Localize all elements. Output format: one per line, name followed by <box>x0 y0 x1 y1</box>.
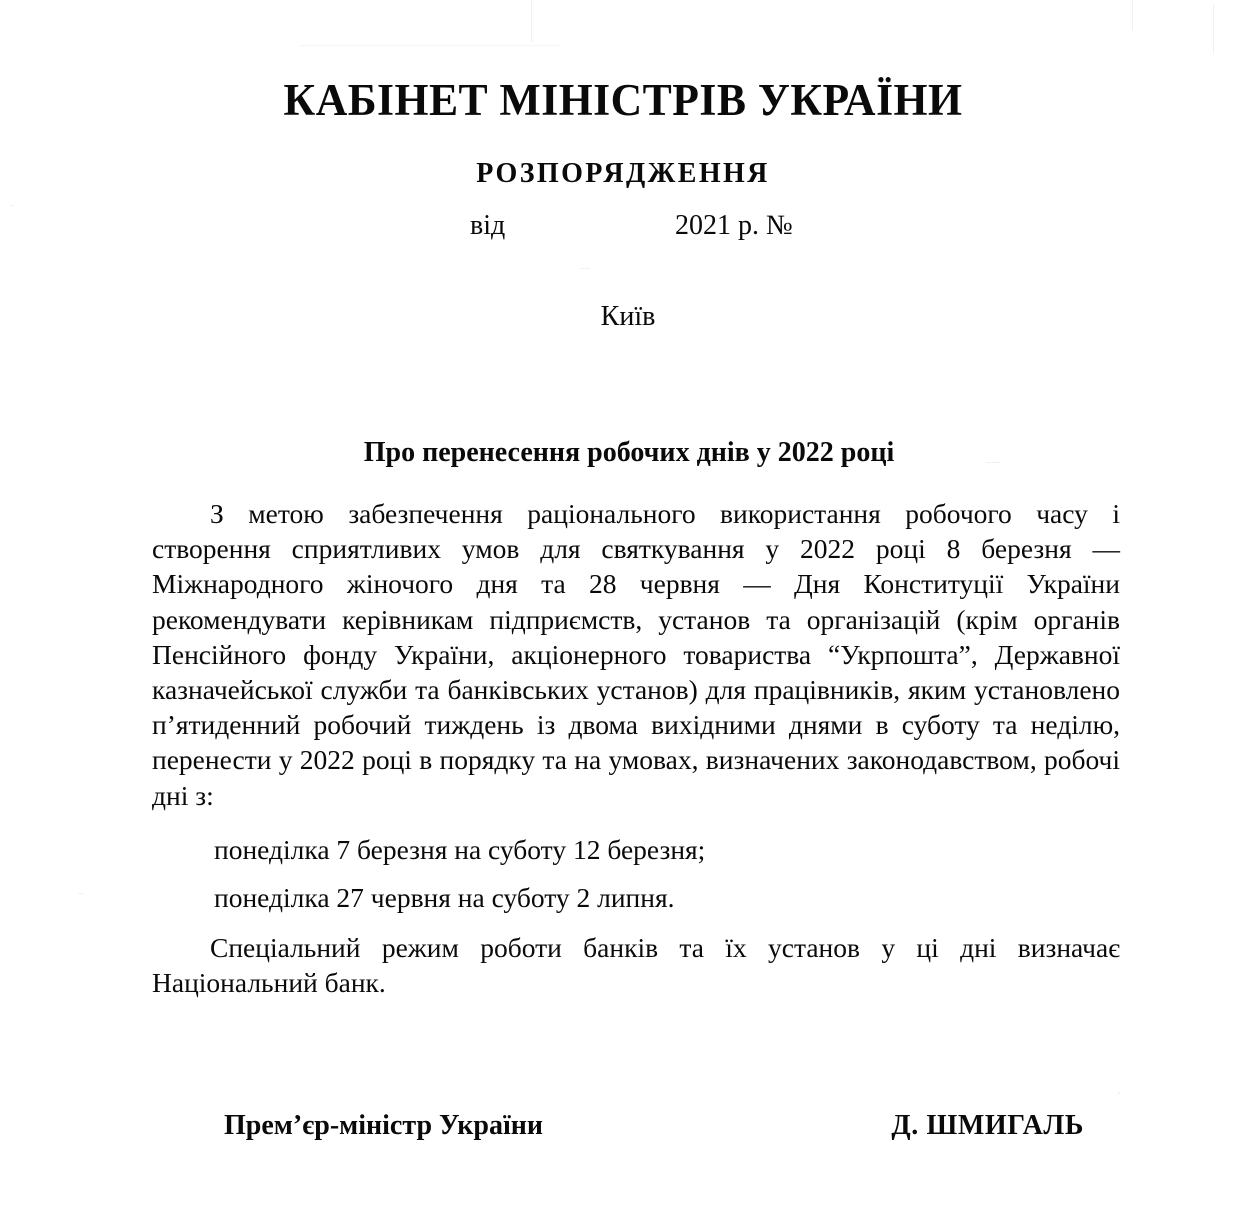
scan-artifact <box>10 205 14 206</box>
city-label: Київ <box>600 301 656 332</box>
spacer <box>152 813 1120 826</box>
spacer <box>152 922 1120 930</box>
scan-artifact <box>1132 0 1133 30</box>
document-body <box>152 496 1120 1000</box>
signature-block <box>224 1106 1084 1146</box>
scan-artifact <box>1118 1092 1120 1094</box>
list-item: понеділка 27 червня на суботу 2 липня. <box>214 881 675 913</box>
body-paragraph-2: Спеціальний режим роботи банків та їх установ у ці дні визначає Національний банк. <box>152 931 1120 999</box>
signatory-name: Д. ШМИГАЛЬ <box>891 1110 1084 1141</box>
body-paragraph-1: З метою забезпечення раціонального використання робочого часу і створення сприятливих умов для святкування у 2022 році 8 березня — Міжнародного жіночого дня та 28 червня — Дня Конституції України рекомендувати керівникам підприємств, установ та організацій (крім органів Пенсійного фонду України, акціонерного товариства “Укрпошта”, Державної казначейської служби та банківських установ) для працівників, яким установлено п’ятиденний робочий тиждень із двома вихідними днями в суботу та неділю, перенести у 2022 році в порядку та на умовах, визначених законодавством, робочі дні з: <box>152 498 1120 811</box>
scan-artifact <box>531 0 532 42</box>
date-from-label: від <box>470 210 506 241</box>
scan-artifact <box>1213 4 1214 54</box>
list-item: понеділка 7 березня на суботу 12 березня; <box>214 833 706 865</box>
organization-title: КАБІНЕТ МІНІСТРІВ УКРАЇНИ <box>283 75 963 126</box>
signatory-post: Прем’єр-міністр України <box>224 1110 544 1141</box>
scan-artifact <box>580 268 590 269</box>
date-year-number: 2021 р. № <box>675 210 793 241</box>
date-line <box>0 209 1246 243</box>
document-kind-heading: РОЗПОРЯДЖЕННЯ <box>476 158 770 190</box>
document-subject: Про перенесення робочих днів у 2022 році <box>363 437 895 468</box>
scan-artifact <box>78 893 83 894</box>
transfer-days-list <box>152 826 1120 922</box>
scan-artifact <box>300 45 560 46</box>
